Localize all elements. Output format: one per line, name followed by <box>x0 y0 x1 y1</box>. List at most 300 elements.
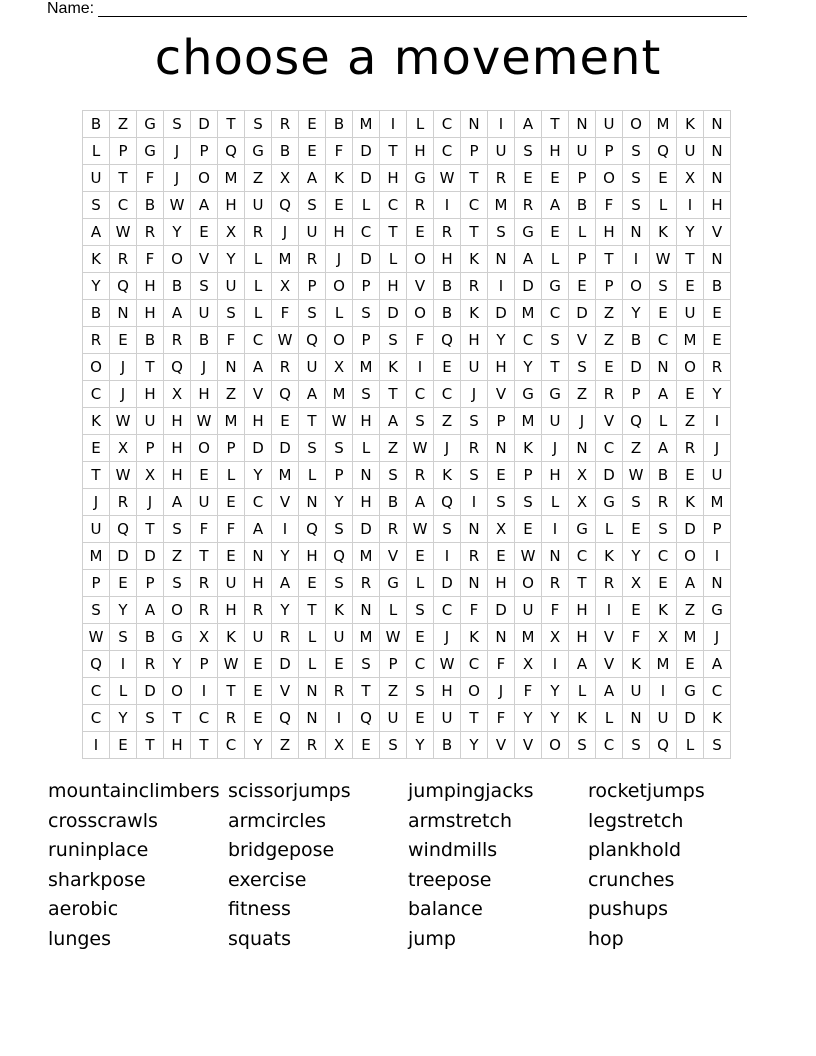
grid-cell: W <box>110 408 137 435</box>
grid-cell: Y <box>704 381 731 408</box>
grid-cell: U <box>299 219 326 246</box>
grid-cell: U <box>569 138 596 165</box>
grid-cell: Q <box>623 408 650 435</box>
grid-cell: E <box>407 219 434 246</box>
word-list <box>48 780 788 958</box>
grid-row <box>83 435 731 462</box>
grid-cell: J <box>461 381 488 408</box>
grid-cell: U <box>299 354 326 381</box>
grid-cell: E <box>677 273 704 300</box>
grid-cell: G <box>542 273 569 300</box>
grid-cell: Y <box>326 489 353 516</box>
grid-cell: N <box>353 462 380 489</box>
grid-cell: B <box>569 192 596 219</box>
grid-cell: O <box>83 354 110 381</box>
grid-cell: Q <box>164 354 191 381</box>
grid-cell: Z <box>623 435 650 462</box>
grid-cell: E <box>596 354 623 381</box>
grid-cell: X <box>542 624 569 651</box>
grid-cell: V <box>596 651 623 678</box>
page-title: choose a movement <box>154 30 662 86</box>
grid-cell: U <box>83 165 110 192</box>
grid-cell: W <box>164 192 191 219</box>
name-label: Name: <box>47 0 95 17</box>
grid-cell: L <box>245 300 272 327</box>
grid-cell: R <box>380 516 407 543</box>
grid-cell: X <box>326 354 353 381</box>
grid-cell: D <box>353 516 380 543</box>
grid-cell: H <box>434 246 461 273</box>
word-list-item: jump <box>408 927 456 950</box>
grid-cell: S <box>353 381 380 408</box>
grid-cell: X <box>569 462 596 489</box>
grid-row <box>83 165 731 192</box>
grid-cell: R <box>461 543 488 570</box>
grid-cell: Q <box>272 705 299 732</box>
grid-cell: R <box>191 597 218 624</box>
grid-cell: P <box>596 273 623 300</box>
grid-cell: H <box>245 408 272 435</box>
grid-cell: T <box>596 246 623 273</box>
grid-cell: X <box>677 165 704 192</box>
grid-cell: Z <box>272 732 299 759</box>
grid-cell: V <box>596 408 623 435</box>
grid-cell: D <box>137 678 164 705</box>
grid-cell: C <box>83 678 110 705</box>
grid-cell: M <box>353 624 380 651</box>
grid-cell: E <box>299 111 326 138</box>
grid-cell: N <box>704 246 731 273</box>
grid-cell: P <box>380 651 407 678</box>
grid-cell: G <box>407 165 434 192</box>
grid-cell: E <box>407 543 434 570</box>
grid-cell: F <box>137 165 164 192</box>
grid-cell: R <box>191 570 218 597</box>
grid-cell: C <box>191 705 218 732</box>
grid-cell: E <box>650 570 677 597</box>
grid-cell: J <box>326 246 353 273</box>
grid-cell: P <box>191 651 218 678</box>
grid-cell: E <box>623 516 650 543</box>
grid-cell: H <box>164 732 191 759</box>
grid-cell: L <box>677 732 704 759</box>
grid-cell: B <box>164 273 191 300</box>
grid-cell: E <box>623 597 650 624</box>
grid-cell: J <box>164 138 191 165</box>
grid-cell: D <box>515 273 542 300</box>
grid-cell: O <box>677 354 704 381</box>
grid-cell: U <box>434 705 461 732</box>
grid-cell: S <box>326 435 353 462</box>
grid-cell: I <box>488 273 515 300</box>
grid-cell: U <box>542 408 569 435</box>
grid-cell: G <box>380 570 407 597</box>
grid-cell: T <box>380 219 407 246</box>
grid-cell: H <box>218 192 245 219</box>
grid-cell: S <box>461 462 488 489</box>
grid-cell: L <box>326 300 353 327</box>
grid-cell: Z <box>677 597 704 624</box>
grid-cell: U <box>245 192 272 219</box>
grid-cell: S <box>623 138 650 165</box>
word-list-item: scissorjumps <box>228 780 351 802</box>
grid-cell: W <box>191 408 218 435</box>
grid-row <box>83 651 731 678</box>
grid-cell: N <box>461 111 488 138</box>
grid-cell: E <box>218 489 245 516</box>
grid-cell: W <box>407 516 434 543</box>
grid-cell: U <box>245 624 272 651</box>
grid-cell: T <box>353 678 380 705</box>
grid-cell: Z <box>164 543 191 570</box>
grid-cell: A <box>650 381 677 408</box>
grid-cell: S <box>353 651 380 678</box>
grid-cell: A <box>542 192 569 219</box>
grid-cell: K <box>650 597 677 624</box>
grid-cell: U <box>677 300 704 327</box>
grid-cell: D <box>353 246 380 273</box>
grid-cell: O <box>164 597 191 624</box>
grid-cell: E <box>272 408 299 435</box>
grid-cell: A <box>299 165 326 192</box>
grid-cell: O <box>623 273 650 300</box>
grid-cell: Y <box>407 732 434 759</box>
grid-cell: H <box>542 462 569 489</box>
grid-cell: W <box>380 624 407 651</box>
grid-cell: C <box>596 435 623 462</box>
grid-cell: J <box>137 489 164 516</box>
grid-cell: F <box>596 192 623 219</box>
grid-cell: C <box>245 489 272 516</box>
grid-cell: H <box>164 435 191 462</box>
grid-cell: R <box>83 327 110 354</box>
grid-cell: W <box>110 462 137 489</box>
grid-cell: U <box>704 462 731 489</box>
grid-cell: Z <box>596 300 623 327</box>
grid-cell: A <box>137 597 164 624</box>
grid-cell: U <box>677 138 704 165</box>
grid-cell: E <box>488 543 515 570</box>
grid-cell: C <box>407 381 434 408</box>
grid-cell: T <box>380 138 407 165</box>
grid-cell: L <box>299 651 326 678</box>
grid-cell: A <box>407 489 434 516</box>
grid-cell: J <box>191 354 218 381</box>
grid-cell: O <box>515 570 542 597</box>
grid-cell: M <box>677 624 704 651</box>
grid-cell: R <box>407 462 434 489</box>
grid-cell: Q <box>299 516 326 543</box>
grid-cell: W <box>623 462 650 489</box>
grid-cell: Z <box>434 408 461 435</box>
grid-cell: E <box>83 435 110 462</box>
grid-cell: Y <box>164 219 191 246</box>
grid-row <box>83 219 731 246</box>
word-list-item: crosscrawls <box>48 809 158 832</box>
grid-cell: W <box>272 327 299 354</box>
grid-row <box>83 516 731 543</box>
grid-cell: S <box>569 354 596 381</box>
grid-cell: C <box>353 219 380 246</box>
grid-cell: T <box>110 165 137 192</box>
grid-cell: S <box>137 705 164 732</box>
grid-cell: Q <box>110 516 137 543</box>
grid-cell: M <box>704 489 731 516</box>
grid-cell: B <box>434 300 461 327</box>
grid-cell: E <box>677 462 704 489</box>
grid-cell: S <box>380 462 407 489</box>
grid-cell: R <box>407 192 434 219</box>
grid-cell: V <box>569 327 596 354</box>
grid-cell: E <box>110 732 137 759</box>
grid-cell: C <box>461 651 488 678</box>
grid-cell: M <box>353 354 380 381</box>
grid-cell: V <box>596 624 623 651</box>
grid-cell: T <box>137 732 164 759</box>
grid-cell: J <box>569 408 596 435</box>
grid-cell: E <box>218 543 245 570</box>
grid-cell: N <box>488 246 515 273</box>
grid-cell: J <box>83 489 110 516</box>
grid-cell: I <box>650 678 677 705</box>
grid-cell: H <box>299 543 326 570</box>
grid-cell: L <box>596 705 623 732</box>
grid-cell: Q <box>83 651 110 678</box>
grid-cell: Y <box>272 597 299 624</box>
grid-cell: N <box>218 354 245 381</box>
grid-cell: C <box>569 543 596 570</box>
grid-cell: U <box>488 138 515 165</box>
grid-cell: Z <box>110 111 137 138</box>
grid-cell: F <box>515 678 542 705</box>
grid-cell: Q <box>299 327 326 354</box>
grid-cell: K <box>704 705 731 732</box>
word-list-item: exercise <box>228 868 307 891</box>
grid-cell: H <box>353 408 380 435</box>
grid-cell: S <box>353 300 380 327</box>
grid-cell: D <box>677 705 704 732</box>
word-list-item: hop <box>588 927 624 950</box>
word-list-item: runinplace <box>48 839 149 862</box>
grid-cell: T <box>461 705 488 732</box>
grid-cell: R <box>299 246 326 273</box>
grid-row <box>83 273 731 300</box>
grid-cell: K <box>434 462 461 489</box>
grid-cell: O <box>542 732 569 759</box>
grid-cell: P <box>623 381 650 408</box>
grid-cell: R <box>137 219 164 246</box>
grid-cell: D <box>488 300 515 327</box>
grid-cell: I <box>704 408 731 435</box>
grid-cell: C <box>218 732 245 759</box>
grid-cell: T <box>191 732 218 759</box>
grid-cell: G <box>515 381 542 408</box>
grid-cell: B <box>623 327 650 354</box>
grid-cell: A <box>515 246 542 273</box>
grid-cell: R <box>137 651 164 678</box>
grid-cell: Y <box>488 327 515 354</box>
grid-cell: T <box>299 408 326 435</box>
grid-cell: M <box>677 327 704 354</box>
grid-cell: B <box>434 273 461 300</box>
grid-cell: A <box>299 381 326 408</box>
grid-cell: O <box>407 246 434 273</box>
word-list-item: rocketjumps <box>588 780 705 802</box>
grid-cell: C <box>542 300 569 327</box>
grid-cell: S <box>164 516 191 543</box>
grid-cell: X <box>515 651 542 678</box>
grid-cell: B <box>272 138 299 165</box>
grid-cell: K <box>326 165 353 192</box>
grid-row <box>83 543 731 570</box>
grid-cell: H <box>461 327 488 354</box>
grid-row <box>83 489 731 516</box>
grid-cell: S <box>218 300 245 327</box>
grid-cell: F <box>488 651 515 678</box>
grid-cell: B <box>137 192 164 219</box>
grid-cell: I <box>434 543 461 570</box>
grid-cell: H <box>569 624 596 651</box>
grid-cell: E <box>515 165 542 192</box>
grid-cell: Z <box>569 381 596 408</box>
grid-cell: T <box>137 516 164 543</box>
grid-cell: K <box>380 354 407 381</box>
grid-cell: K <box>623 651 650 678</box>
grid-cell: K <box>677 489 704 516</box>
grid-cell: F <box>623 624 650 651</box>
grid-cell: N <box>704 111 731 138</box>
grid-cell: L <box>407 570 434 597</box>
grid-cell: A <box>515 111 542 138</box>
grid-cell: N <box>461 516 488 543</box>
grid-cell: X <box>650 624 677 651</box>
grid-cell: J <box>434 624 461 651</box>
word-list-item: pushups <box>588 898 669 921</box>
grid-cell: S <box>461 408 488 435</box>
grid-cell: B <box>326 111 353 138</box>
grid-cell: Z <box>596 327 623 354</box>
grid-cell: L <box>596 516 623 543</box>
grid-cell: P <box>596 138 623 165</box>
grid-cell: D <box>380 300 407 327</box>
grid-cell: N <box>299 489 326 516</box>
grid-cell: E <box>299 570 326 597</box>
grid-cell: D <box>353 165 380 192</box>
grid-cell: V <box>272 489 299 516</box>
grid-cell: I <box>461 489 488 516</box>
grid-cell: F <box>461 597 488 624</box>
grid-cell: P <box>110 138 137 165</box>
grid-cell: O <box>596 165 623 192</box>
grid-cell: H <box>488 570 515 597</box>
grid-cell: K <box>461 300 488 327</box>
grid-cell: Q <box>353 705 380 732</box>
grid-cell: S <box>191 273 218 300</box>
grid-cell: R <box>272 111 299 138</box>
grid-cell: R <box>704 354 731 381</box>
grid-cell: R <box>353 570 380 597</box>
word-list-item: armstretch <box>408 809 512 832</box>
grid-cell: B <box>191 327 218 354</box>
grid-cell: Z <box>380 678 407 705</box>
grid-cell: S <box>515 489 542 516</box>
grid-cell: S <box>623 192 650 219</box>
grid-cell: S <box>407 597 434 624</box>
grid-row <box>83 732 731 759</box>
grid-cell: U <box>623 678 650 705</box>
grid-cell: C <box>461 192 488 219</box>
grid-cell: Y <box>515 354 542 381</box>
grid-cell: Y <box>110 705 137 732</box>
grid-cell: R <box>326 678 353 705</box>
grid-cell: G <box>245 138 272 165</box>
grid-cell: L <box>245 273 272 300</box>
grid-cell: F <box>218 516 245 543</box>
grid-cell: L <box>542 489 569 516</box>
grid-cell: G <box>542 381 569 408</box>
grid-cell: J <box>542 435 569 462</box>
grid-cell: V <box>515 732 542 759</box>
word-list-item: jumpingjacks <box>408 780 534 802</box>
grid-cell: S <box>326 570 353 597</box>
grid-cell: O <box>326 327 353 354</box>
grid-cell: M <box>488 192 515 219</box>
word-list-item: plankhold <box>588 839 682 862</box>
grid-cell: K <box>83 246 110 273</box>
grid-cell: P <box>353 273 380 300</box>
grid-cell: N <box>704 570 731 597</box>
grid-cell: H <box>569 597 596 624</box>
grid-cell: S <box>299 435 326 462</box>
grid-cell: H <box>164 408 191 435</box>
grid-cell: G <box>164 624 191 651</box>
grid-cell: I <box>677 192 704 219</box>
grid-cell: S <box>569 732 596 759</box>
grid-cell: S <box>488 219 515 246</box>
grid-cell: H <box>380 273 407 300</box>
grid-cell: S <box>110 624 137 651</box>
word-list-item: squats <box>228 927 291 950</box>
grid-cell: U <box>515 597 542 624</box>
grid-cell: C <box>704 678 731 705</box>
grid-cell: O <box>677 543 704 570</box>
grid-cell: I <box>407 354 434 381</box>
grid-cell: T <box>218 678 245 705</box>
grid-cell: X <box>488 516 515 543</box>
grid-cell: C <box>380 192 407 219</box>
grid-cell: N <box>488 624 515 651</box>
grid-cell: E <box>245 651 272 678</box>
grid-cell: E <box>245 678 272 705</box>
grid-cell: L <box>83 138 110 165</box>
grid-cell: Y <box>623 543 650 570</box>
grid-cell: T <box>461 165 488 192</box>
grid-cell: A <box>272 570 299 597</box>
grid-cell: Y <box>461 732 488 759</box>
grid-cell: F <box>191 516 218 543</box>
grid-cell: E <box>704 300 731 327</box>
grid-cell: E <box>650 300 677 327</box>
grid-cell: I <box>326 705 353 732</box>
grid-cell: N <box>542 543 569 570</box>
grid-cell: W <box>650 246 677 273</box>
grid-cell: I <box>380 111 407 138</box>
grid-cell: I <box>488 111 515 138</box>
grid-cell: P <box>83 570 110 597</box>
grid-cell: N <box>461 570 488 597</box>
grid-cell: M <box>515 624 542 651</box>
grid-cell: F <box>218 327 245 354</box>
